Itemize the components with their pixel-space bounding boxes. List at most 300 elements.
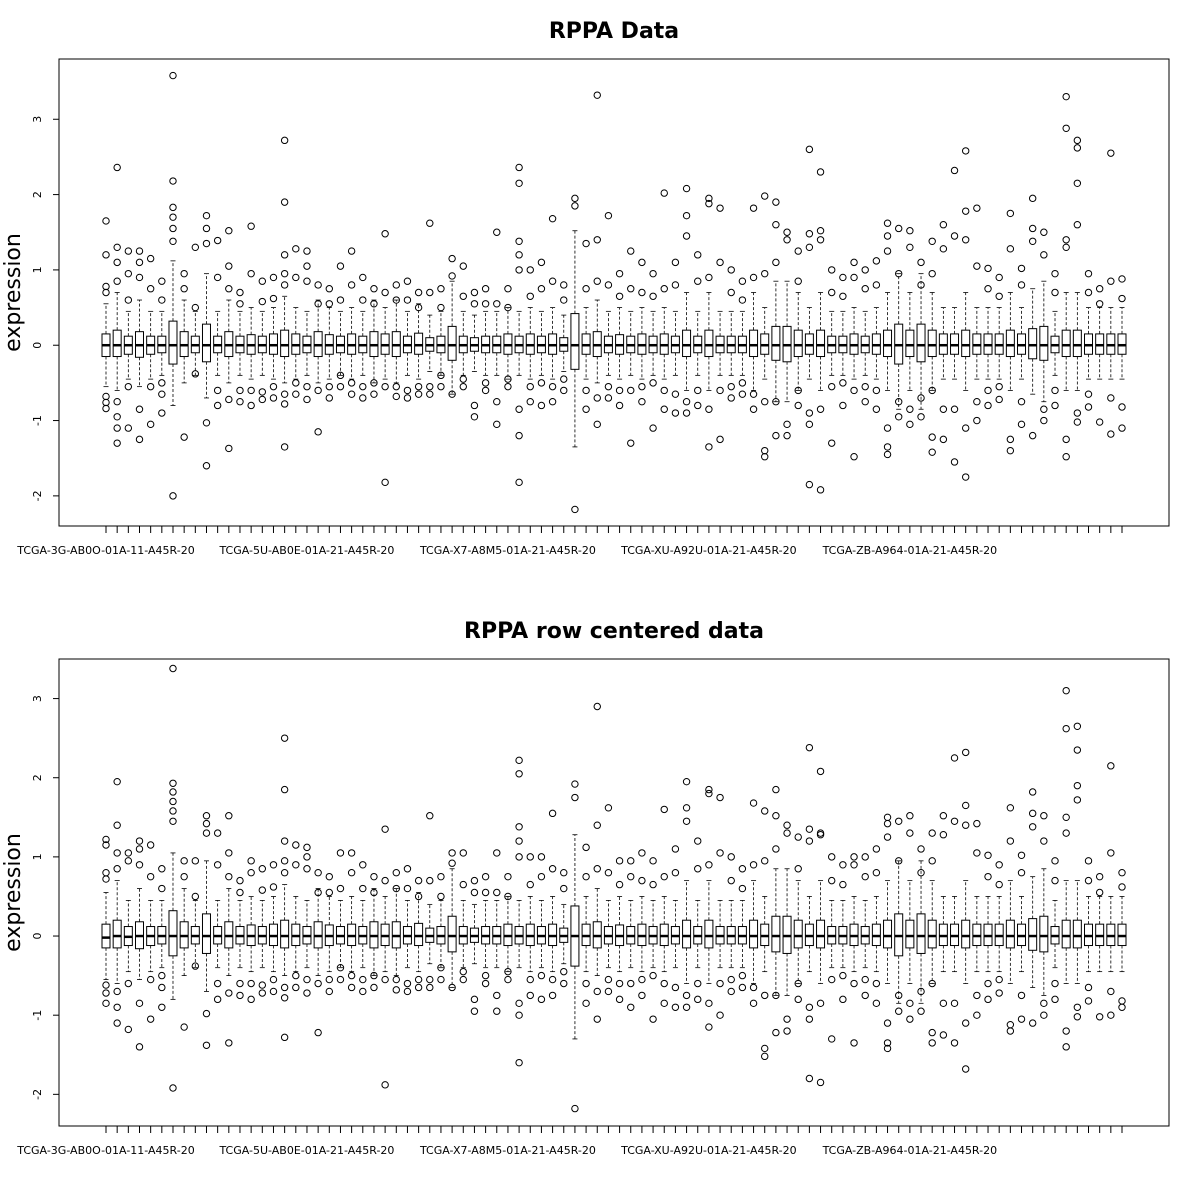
box <box>928 330 936 356</box>
outlier-point <box>661 1000 667 1006</box>
outlier-point <box>494 992 500 998</box>
outlier-point <box>706 406 712 412</box>
outlier-point <box>438 286 444 292</box>
outlier-point <box>281 137 287 143</box>
outlier-point <box>214 980 220 986</box>
outlier-point <box>159 278 165 284</box>
box <box>169 321 177 364</box>
outlier-point <box>427 289 433 295</box>
outlier-point <box>549 383 555 389</box>
outlier-point <box>739 391 745 397</box>
outlier-point <box>561 387 567 393</box>
outlier-point <box>851 980 857 986</box>
outlier-point <box>929 434 935 440</box>
outlier-point <box>1007 838 1013 844</box>
outlier-point <box>304 383 310 389</box>
outlier-point <box>1018 852 1024 858</box>
outlier-point <box>494 301 500 307</box>
outlier-point <box>438 873 444 879</box>
outlier-point <box>103 218 109 224</box>
x-tick-label: TCGA-5U-AB0E-01A-21-A45R-20 <box>219 544 395 557</box>
outlier-point <box>583 286 589 292</box>
outlier-point <box>806 1004 812 1010</box>
outlier-point <box>873 870 879 876</box>
outlier-point <box>1074 747 1080 753</box>
outlier-point <box>605 976 611 982</box>
outlier-point <box>907 1000 913 1006</box>
box <box>202 324 210 362</box>
outlier-point <box>918 846 924 852</box>
outlier-point <box>650 270 656 276</box>
outlier-point <box>873 980 879 986</box>
outlier-point <box>795 248 801 254</box>
outlier-point <box>360 976 366 982</box>
box <box>102 924 110 948</box>
outlier-point <box>862 976 868 982</box>
outlier-point <box>270 988 276 994</box>
y-tick-label: 0 <box>31 932 44 940</box>
x-tick-label: TCGA-3G-AB0O-01A-11-A45R-20 <box>17 1144 195 1157</box>
outlier-point <box>304 866 310 872</box>
box <box>1073 920 1081 948</box>
outlier-point <box>181 434 187 440</box>
outlier-point <box>371 286 377 292</box>
outlier-point <box>482 972 488 978</box>
outlier-point <box>304 844 310 850</box>
outlier-point <box>1096 873 1102 879</box>
outlier-point <box>404 980 410 986</box>
outlier-point <box>706 862 712 868</box>
outlier-point <box>561 980 567 986</box>
outlier-point <box>962 237 968 243</box>
outlier-point <box>695 996 701 1002</box>
outlier-point <box>1052 402 1058 408</box>
outlier-point <box>840 862 846 868</box>
outlier-point <box>1074 782 1080 788</box>
outlier-point <box>214 862 220 868</box>
outlier-point <box>974 417 980 423</box>
box <box>884 330 892 356</box>
outlier-point <box>594 395 600 401</box>
box <box>750 330 758 356</box>
outlier-point <box>962 425 968 431</box>
outlier-point <box>583 387 589 393</box>
outlier-point <box>594 703 600 709</box>
outlier-point <box>605 805 611 811</box>
box <box>113 330 121 356</box>
outlier-point <box>549 215 555 221</box>
outlier-point <box>1041 813 1047 819</box>
box <box>772 916 780 952</box>
box <box>705 330 713 356</box>
outlier-point <box>460 881 466 887</box>
outlier-point <box>270 976 276 982</box>
outlier-point <box>1052 270 1058 276</box>
outlier-point <box>1063 725 1069 731</box>
outlier-point <box>750 984 756 990</box>
outlier-point <box>460 263 466 269</box>
x-tick-label: TCGA-ZB-A964-01A-21-A45R-20 <box>822 544 998 557</box>
outlier-point <box>650 858 656 864</box>
outlier-point <box>940 222 946 228</box>
outlier-point <box>304 278 310 284</box>
box <box>928 920 936 948</box>
outlier-point <box>326 395 332 401</box>
outlier-point <box>248 980 254 986</box>
outlier-point <box>594 237 600 243</box>
outlier-point <box>561 968 567 974</box>
outlier-point <box>281 444 287 450</box>
outlier-point <box>985 852 991 858</box>
outlier-point <box>214 274 220 280</box>
outlier-point <box>717 980 723 986</box>
outlier-point <box>516 1000 522 1006</box>
outlier-point <box>281 984 287 990</box>
outlier-point <box>348 850 354 856</box>
outlier-point <box>125 270 131 276</box>
outlier-point <box>203 1010 209 1016</box>
outlier-point <box>438 304 444 310</box>
outlier-point <box>393 282 399 288</box>
outlier-point <box>538 996 544 1002</box>
outlier-point <box>650 293 656 299</box>
outlier-point <box>829 877 835 883</box>
outlier-point <box>851 1040 857 1046</box>
y-tick-label: 0 <box>31 341 44 349</box>
outlier-point <box>1007 246 1013 252</box>
outlier-point <box>427 391 433 397</box>
outlier-point <box>527 293 533 299</box>
outlier-point <box>114 1020 120 1026</box>
outlier-point <box>661 806 667 812</box>
y-tick-label: 2 <box>31 191 44 199</box>
box <box>906 920 914 948</box>
outlier-point <box>985 980 991 986</box>
outlier-point <box>1108 278 1114 284</box>
outlier-point <box>717 1012 723 1018</box>
outlier-point <box>281 282 287 288</box>
outlier-point <box>884 451 890 457</box>
outlier-point <box>147 842 153 848</box>
outlier-point <box>516 771 522 777</box>
outlier-point <box>650 1016 656 1022</box>
outlier-point <box>896 818 902 824</box>
outlier-point <box>929 1040 935 1046</box>
outlier-point <box>471 301 477 307</box>
outlier-point <box>293 380 299 386</box>
outlier-point <box>940 1000 946 1006</box>
outlier-point <box>270 862 276 868</box>
outlier-point <box>628 286 634 292</box>
outlier-point <box>929 1029 935 1035</box>
y-tick-label: 1 <box>31 853 44 861</box>
outlier-point <box>650 881 656 887</box>
outlier-point <box>114 440 120 446</box>
outlier-point <box>884 220 890 226</box>
outlier-point <box>605 383 611 389</box>
outlier-point <box>281 735 287 741</box>
outlier-point <box>1029 225 1035 231</box>
outlier-point <box>114 399 120 405</box>
outlier-point <box>393 383 399 389</box>
outlier-point <box>438 976 444 982</box>
chart-title: RPPA row centered data <box>464 619 764 644</box>
outlier-point <box>739 885 745 891</box>
box <box>448 916 456 952</box>
outlier-point <box>460 293 466 299</box>
outlier-point <box>136 248 142 254</box>
outlier-point <box>315 429 321 435</box>
outlier-point <box>884 233 890 239</box>
outlier-point <box>125 858 131 864</box>
outlier-point <box>996 862 1002 868</box>
outlier-point <box>304 263 310 269</box>
outlier-point <box>304 854 310 860</box>
outlier-point <box>1029 789 1035 795</box>
outlier-point <box>1085 877 1091 883</box>
outlier-point <box>516 824 522 830</box>
outlier-point <box>505 976 511 982</box>
outlier-point <box>293 274 299 280</box>
outlier-point <box>817 228 823 234</box>
outlier-point <box>1063 687 1069 693</box>
outlier-point <box>505 383 511 389</box>
outlier-point <box>170 72 176 78</box>
outlier-point <box>1018 399 1024 405</box>
outlier-point <box>806 838 812 844</box>
outlier-point <box>683 233 689 239</box>
outlier-point <box>1063 436 1069 442</box>
outlier-point <box>974 820 980 826</box>
outlier-point <box>103 283 109 289</box>
outlier-point <box>1007 1028 1013 1034</box>
outlier-point <box>996 383 1002 389</box>
outlier-point <box>326 301 332 307</box>
outlier-point <box>360 395 366 401</box>
box <box>281 330 289 356</box>
outlier-point <box>851 387 857 393</box>
outlier-point <box>840 402 846 408</box>
outlier-point <box>147 286 153 292</box>
outlier-point <box>795 866 801 872</box>
outlier-point <box>203 225 209 231</box>
outlier-point <box>549 992 555 998</box>
outlier-point <box>672 391 678 397</box>
outlier-point <box>1108 150 1114 156</box>
outlier-point <box>1085 998 1091 1004</box>
outlier-point <box>806 826 812 832</box>
outlier-point <box>348 972 354 978</box>
outlier-point <box>438 383 444 389</box>
outlier-point <box>985 873 991 879</box>
outlier-point <box>1108 1012 1114 1018</box>
outlier-point <box>538 402 544 408</box>
outlier-point <box>884 425 890 431</box>
outlier-point <box>706 790 712 796</box>
outlier-point <box>884 248 890 254</box>
outlier-point <box>281 252 287 258</box>
outlier-point <box>147 873 153 879</box>
outlier-point <box>203 420 209 426</box>
box <box>917 914 925 954</box>
outlier-point <box>739 866 745 872</box>
outlier-point <box>494 229 500 235</box>
outlier-point <box>572 506 578 512</box>
outlier-point <box>326 286 332 292</box>
outlier-point <box>203 813 209 819</box>
outlier-point <box>360 383 366 389</box>
outlier-point <box>482 286 488 292</box>
outlier-point <box>907 421 913 427</box>
outlier-point <box>1063 454 1069 460</box>
outlier-point <box>829 854 835 860</box>
outlier-point <box>147 1016 153 1022</box>
box <box>962 920 970 948</box>
outlier-point <box>840 293 846 299</box>
outlier-point <box>750 406 756 412</box>
outlier-point <box>159 866 165 872</box>
outlier-point <box>773 222 779 228</box>
outlier-point <box>136 259 142 265</box>
outlier-point <box>806 481 812 487</box>
outlier-point <box>951 406 957 412</box>
outlier-point <box>281 401 287 407</box>
outlier-point <box>449 850 455 856</box>
outlier-point <box>494 889 500 895</box>
outlier-point <box>103 990 109 996</box>
outlier-point <box>728 289 734 295</box>
outlier-point <box>951 459 957 465</box>
outlier-point <box>762 193 768 199</box>
outlier-point <box>962 1020 968 1026</box>
outlier-point <box>214 996 220 1002</box>
outlier-point <box>817 1000 823 1006</box>
outlier-point <box>248 387 254 393</box>
outlier-point <box>683 410 689 416</box>
outlier-point <box>538 873 544 879</box>
outlier-point <box>326 873 332 879</box>
outlier-point <box>817 487 823 493</box>
outlier-point <box>616 858 622 864</box>
outlier-point <box>226 850 232 856</box>
box <box>750 920 758 948</box>
outlier-point <box>1029 195 1035 201</box>
outlier-point <box>103 405 109 411</box>
outlier-point <box>661 980 667 986</box>
outlier-point <box>237 289 243 295</box>
outlier-point <box>851 259 857 265</box>
outlier-point <box>538 286 544 292</box>
outlier-point <box>516 757 522 763</box>
outlier-point <box>985 387 991 393</box>
box <box>794 920 802 948</box>
outlier-point <box>974 1012 980 1018</box>
outlier-point <box>226 1040 232 1046</box>
outlier-point <box>594 92 600 98</box>
outlier-point <box>1119 870 1125 876</box>
outlier-point <box>728 854 734 860</box>
outlier-point <box>382 877 388 883</box>
outlier-point <box>549 810 555 816</box>
box <box>448 326 456 360</box>
outlier-point <box>762 858 768 864</box>
outlier-point <box>1096 419 1102 425</box>
outlier-point <box>672 410 678 416</box>
outlier-point <box>862 383 868 389</box>
outlier-point <box>605 395 611 401</box>
outlier-point <box>940 406 946 412</box>
outlier-point <box>806 421 812 427</box>
outlier-point <box>728 395 734 401</box>
outlier-point <box>393 870 399 876</box>
outlier-point <box>516 1012 522 1018</box>
outlier-point <box>125 248 131 254</box>
outlier-point <box>1074 1004 1080 1010</box>
outlier-point <box>281 838 287 844</box>
outlier-point <box>326 988 332 994</box>
outlier-point <box>996 274 1002 280</box>
outlier-point <box>237 387 243 393</box>
outlier-point <box>806 244 812 250</box>
outlier-point <box>929 270 935 276</box>
outlier-point <box>650 380 656 386</box>
outlier-point <box>415 383 421 389</box>
outlier-point <box>237 992 243 998</box>
outlier-point <box>583 844 589 850</box>
outlier-point <box>974 992 980 998</box>
outlier-point <box>940 1032 946 1038</box>
outlier-point <box>806 1075 812 1081</box>
outlier-point <box>248 402 254 408</box>
outlier-point <box>415 289 421 295</box>
outlier-point <box>315 870 321 876</box>
outlier-point <box>226 286 232 292</box>
outlier-point <box>415 391 421 397</box>
outlier-point <box>661 406 667 412</box>
outlier-point <box>1018 282 1024 288</box>
outlier-point <box>360 274 366 280</box>
outlier-point <box>103 252 109 258</box>
outlier-point <box>583 873 589 879</box>
outlier-point <box>739 297 745 303</box>
x-tick-label: TCGA-5U-AB0E-01A-21-A45R-20 <box>219 1144 395 1157</box>
outlier-point <box>940 436 946 442</box>
outlier-point <box>259 278 265 284</box>
outlier-point <box>538 380 544 386</box>
outlier-point <box>884 444 890 450</box>
outlier-point <box>505 286 511 292</box>
outlier-point <box>962 474 968 480</box>
outlier-point <box>1041 1012 1047 1018</box>
chart-panel-rppa-row-centered <box>1 619 1169 1157</box>
outlier-point <box>974 205 980 211</box>
outlier-point <box>962 822 968 828</box>
outlier-point <box>639 259 645 265</box>
outlier-point <box>136 1000 142 1006</box>
outlier-point <box>538 259 544 265</box>
outlier-point <box>259 298 265 304</box>
outlier-point <box>1052 858 1058 864</box>
box <box>1040 916 1048 952</box>
outlier-point <box>1085 270 1091 276</box>
outlier-point <box>683 805 689 811</box>
outlier-point <box>605 988 611 994</box>
outlier-point <box>1029 824 1035 830</box>
outlier-point <box>817 237 823 243</box>
outlier-point <box>717 794 723 800</box>
outlier-point <box>650 972 656 978</box>
outlier-point <box>248 270 254 276</box>
